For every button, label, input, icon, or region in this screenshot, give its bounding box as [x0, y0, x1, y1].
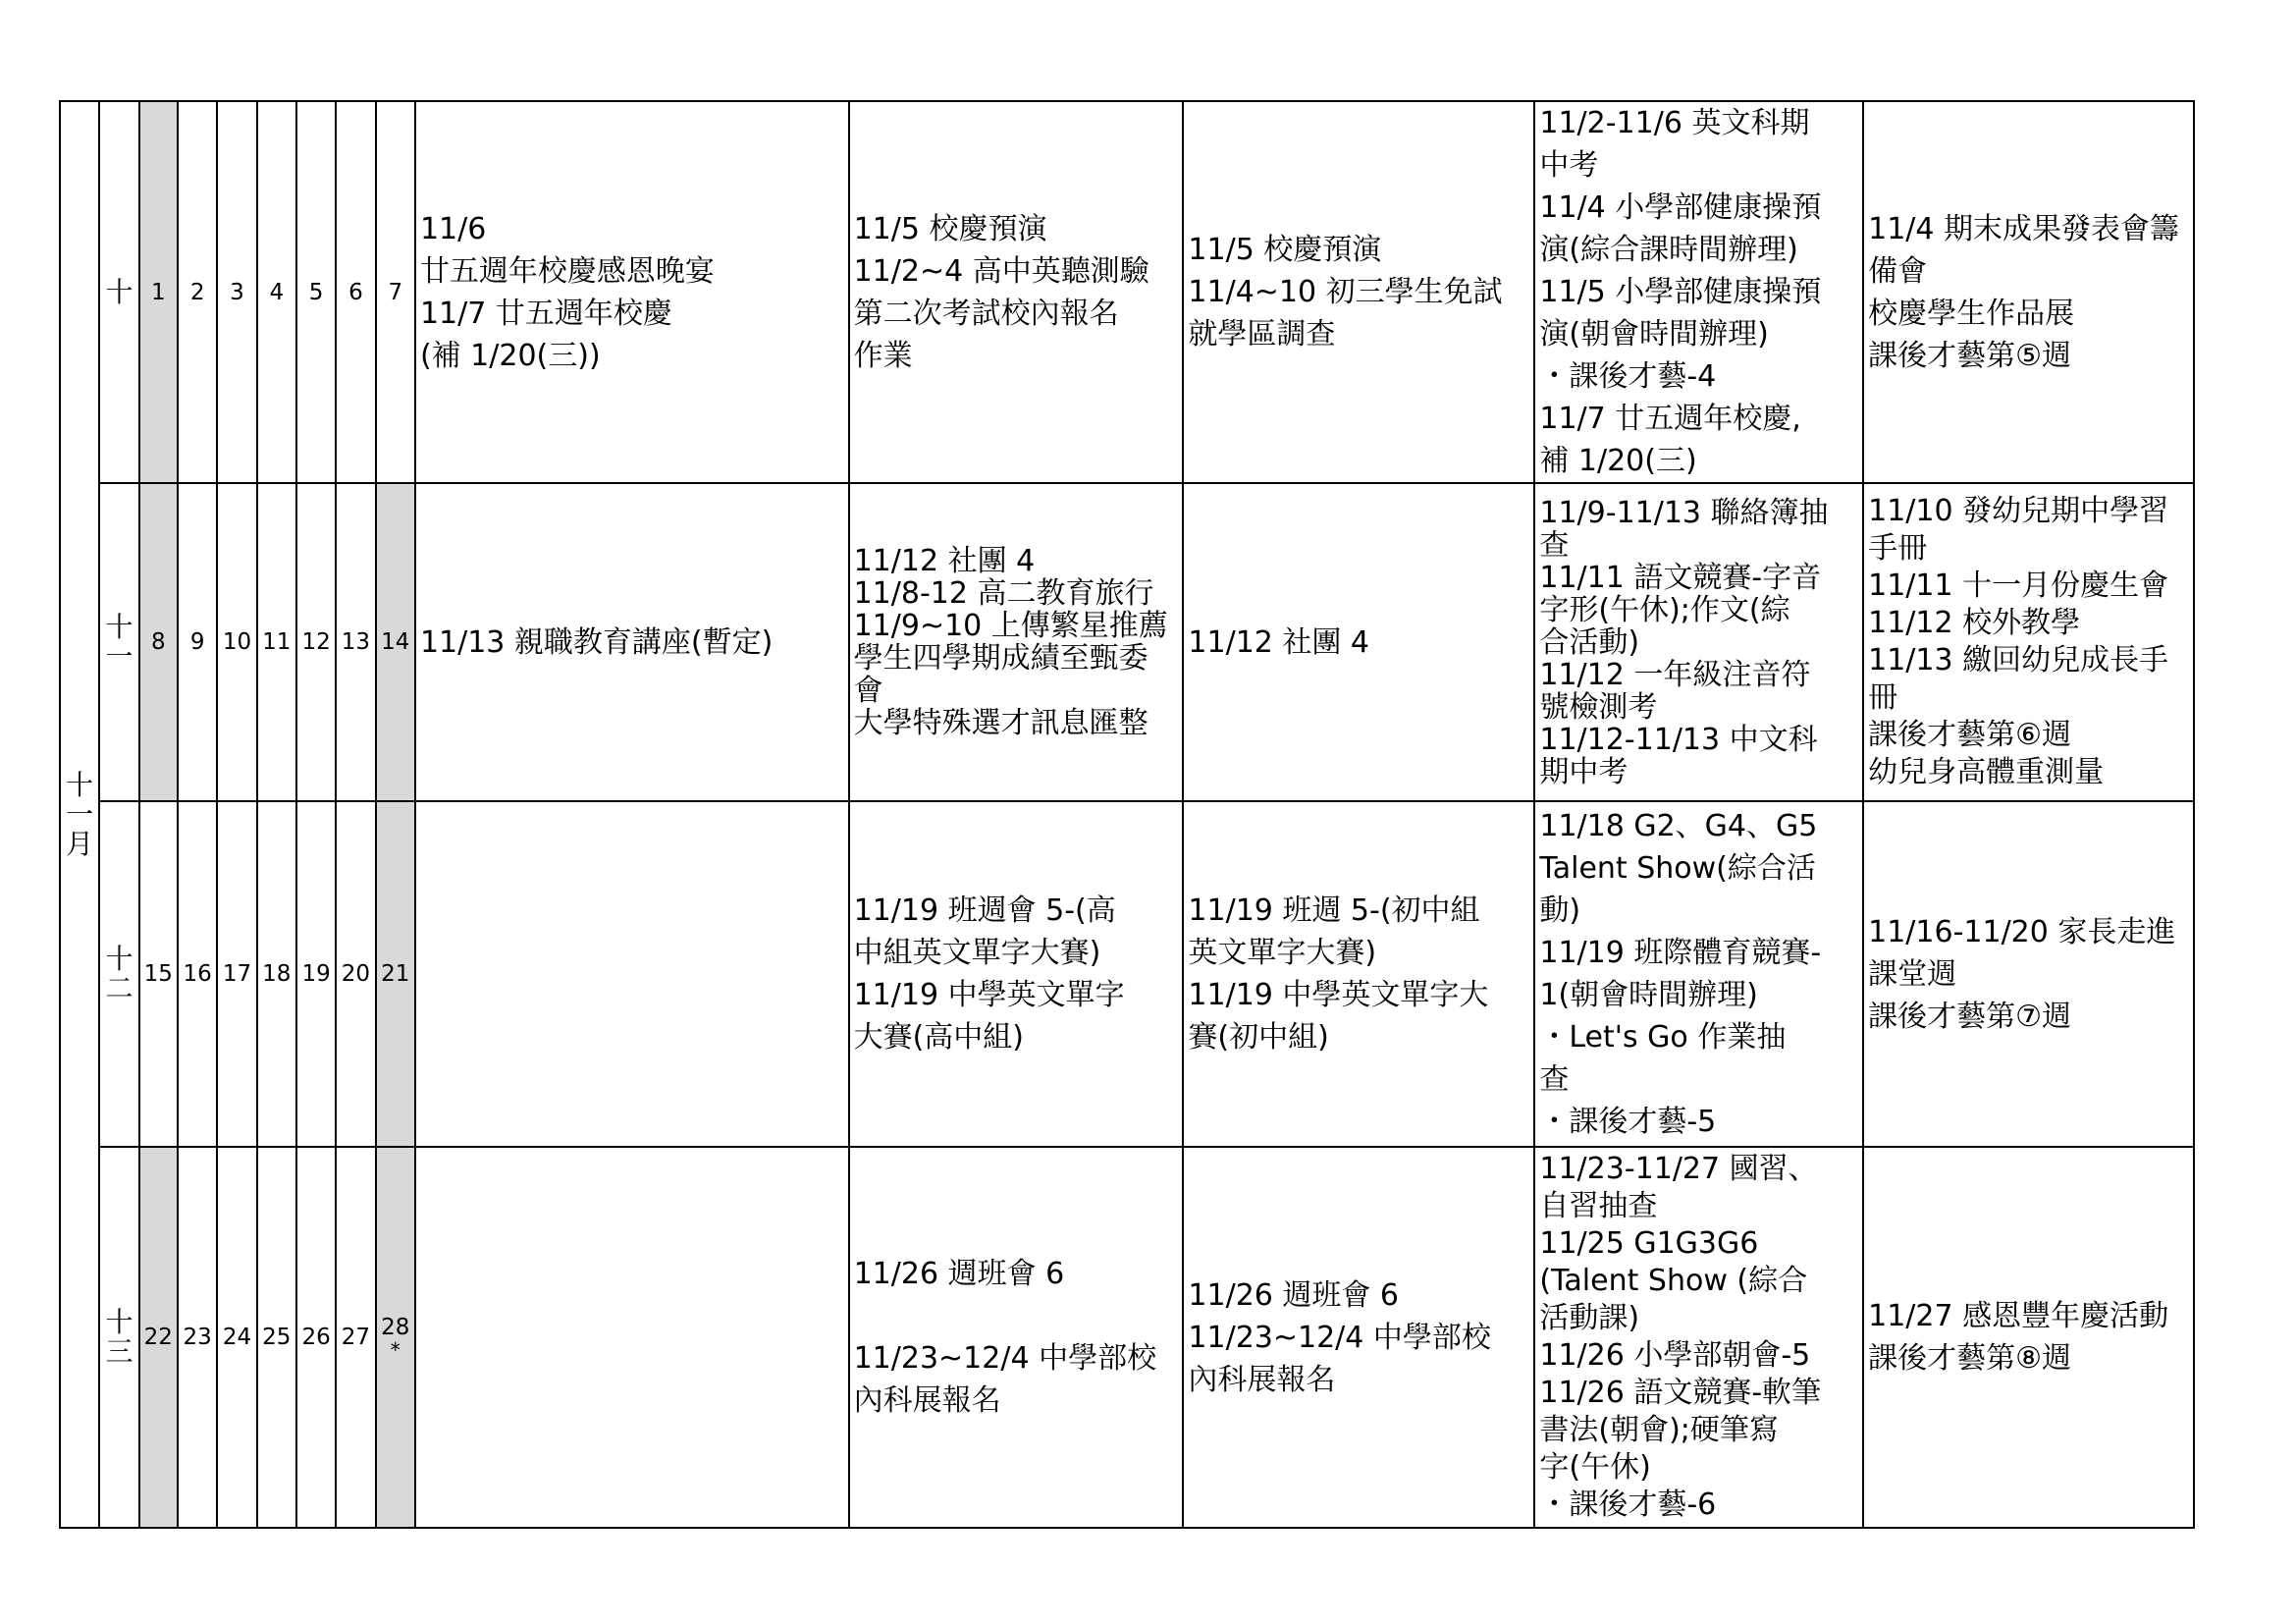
event-line: 中組英文單字大賽)	[853, 936, 1101, 970]
event-line: 11/10 發幼兒期中學習	[1868, 494, 2169, 528]
day-cell	[376, 801, 415, 1147]
week-number	[99, 483, 138, 801]
event-cell-school	[415, 801, 849, 1147]
event-line: 就學區調查	[1188, 317, 1336, 352]
event-line: 11/18 G2、G4、G5	[1539, 809, 1818, 843]
day-number: 20	[341, 961, 371, 987]
event-cell-junior-high	[1183, 483, 1534, 801]
event-cell-junior-high	[1183, 101, 1534, 483]
event-line: 11/25 G1G3G6	[1539, 1226, 1759, 1261]
event-line: 11/26 小學部朝會-5	[1539, 1338, 1811, 1373]
event-line: 11/26 語文競賽-軟筆	[1539, 1376, 1822, 1410]
day-cell	[139, 101, 178, 483]
day-cell	[257, 801, 296, 1147]
month-label-char: 十	[66, 768, 94, 801]
event-line: 11/12 社團 4	[1188, 624, 1370, 660]
day-cell	[376, 483, 415, 801]
event-line: 字形(午休);作文(綜	[1539, 592, 1790, 627]
event-line: 演(綜合課時間辦理)	[1539, 233, 1798, 267]
event-line: 11/9~10 上傳繁星推薦	[853, 609, 1168, 643]
event-cell-school	[415, 101, 849, 483]
day-number: 11	[262, 629, 292, 655]
event-line: 第二次考試校內報名	[853, 296, 1119, 331]
day-number: 27	[341, 1325, 371, 1350]
day-number: 19	[301, 961, 331, 987]
event-line: 廿五週年校慶感恩晚宴	[419, 253, 715, 289]
day-cell	[178, 801, 217, 1147]
day-cell	[296, 801, 336, 1147]
event-cell-junior-high	[1183, 1147, 1534, 1528]
day-number: 18	[262, 961, 292, 987]
day-cell	[257, 1147, 296, 1528]
event-line: 課後才藝第⑧週	[1868, 1341, 2072, 1376]
day-number: 7	[388, 279, 403, 305]
event-line: 11/12-11/13 中文科	[1539, 722, 1818, 757]
day-cell	[257, 483, 296, 801]
day-number: 8	[150, 629, 166, 655]
event-line: 11/4 小學部健康操預	[1539, 190, 1822, 225]
event-line: 11/16-11/20 家長走進	[1868, 914, 2176, 949]
day-number: 28	[381, 1315, 410, 1340]
day-cell	[376, 101, 415, 483]
day-cell	[139, 483, 178, 801]
day-number: 9	[189, 629, 205, 655]
event-line: 11/7 廿五週年校慶,	[1539, 402, 1801, 436]
event-line: 查	[1539, 1062, 1570, 1097]
event-line: 11/13 親職教育講座(暫定)	[419, 624, 774, 660]
event-cell-school	[415, 1147, 849, 1528]
day-cell	[217, 801, 256, 1147]
event-cell-primary	[1534, 801, 1863, 1147]
event-cell-high-school	[849, 101, 1184, 483]
event-line: 賽(初中組)	[1188, 1020, 1329, 1055]
week-number	[99, 1147, 138, 1528]
day-number: 23	[183, 1325, 212, 1350]
event-line: 合活動)	[1539, 624, 1640, 660]
school-calendar-table	[59, 100, 2195, 1529]
week-row	[60, 1147, 2194, 1528]
event-line: ・課後才藝-5	[1539, 1105, 1717, 1139]
day-cell	[376, 1147, 415, 1528]
event-cell-kindergarten	[1863, 483, 2194, 801]
day-cell	[178, 1147, 217, 1528]
month-label-char: 一	[66, 797, 94, 831]
event-line: Talent Show(綜合活	[1539, 851, 1816, 886]
event-cell-junior-high	[1183, 801, 1534, 1147]
event-line: ・課後才藝-6	[1539, 1488, 1717, 1522]
event-line: 11/4~10 初三學生免試	[1188, 275, 1503, 309]
day-number: 17	[222, 961, 252, 987]
event-cell-kindergarten	[1863, 1147, 2194, 1528]
event-line: 會	[853, 674, 883, 708]
event-line	[854, 1295, 1179, 1337]
week-row	[60, 801, 2194, 1147]
week-number	[99, 101, 138, 483]
day-cell	[336, 483, 375, 801]
event-line: 內科展報名	[1188, 1362, 1336, 1397]
event-line: ・課後才藝-4	[1539, 359, 1717, 394]
day-number: 15	[143, 961, 173, 987]
event-line: 動)	[1539, 893, 1581, 928]
day-cell	[296, 1147, 336, 1528]
month-label	[60, 101, 99, 1528]
event-line: 1(朝會時間辦理)	[1539, 978, 1758, 1012]
event-line: 字(午休)	[1539, 1450, 1651, 1485]
event-line: 11/8-12 高二教育旅行	[853, 576, 1154, 611]
event-cell-school	[415, 483, 849, 801]
event-line: 書法(朝會);硬筆寫	[1539, 1413, 1779, 1447]
day-number: 2	[189, 279, 205, 305]
event-line: 號檢測考	[1539, 689, 1658, 725]
event-line: 課後才藝第⑥週	[1868, 718, 2072, 752]
event-line: 11/19 班週 5-(初中組	[1188, 893, 1480, 928]
event-line: 11/2~4 高中英聽測驗	[853, 253, 1149, 289]
day-cell	[139, 1147, 178, 1528]
event-line: 演(朝會時間辦理)	[1539, 317, 1769, 352]
event-line: 課堂週	[1868, 956, 1957, 992]
event-line: ・Let's Go 作業抽	[1539, 1020, 1787, 1055]
event-line: 11/12 一年級注音符	[1539, 657, 1811, 692]
day-number: 25	[262, 1325, 292, 1350]
day-number: 21	[381, 961, 410, 987]
event-line: 期中考	[1539, 754, 1629, 789]
event-cell-primary	[1534, 483, 1863, 801]
event-line: 11/4 期末成果發表會籌	[1868, 211, 2180, 246]
day-cell	[336, 1147, 375, 1528]
day-number: 14	[381, 629, 410, 655]
event-line: 幼兒身高體重測量	[1868, 755, 2105, 789]
event-line: 大學特殊選才訊息匯整	[853, 706, 1148, 740]
event-line: 11/7 廿五週年校慶	[419, 296, 672, 331]
day-number: 16	[183, 961, 212, 987]
event-line: 11/9-11/13 聯絡簿抽	[1539, 495, 1829, 530]
event-line: 11/6	[419, 211, 487, 246]
event-line: 手冊	[1868, 531, 1928, 566]
event-line: 活動課)	[1539, 1301, 1640, 1335]
event-line: 英文單字大賽)	[1188, 936, 1377, 970]
event-cell-high-school	[849, 801, 1184, 1147]
event-line: 自習抽查	[1539, 1189, 1658, 1223]
event-line: 學生四學期成績至甄委	[853, 641, 1148, 676]
week-number-char: 十	[105, 1306, 133, 1338]
day-number: 22	[143, 1325, 173, 1350]
week-number-char: 一	[105, 640, 133, 673]
event-line: 11/12 校外教學	[1868, 606, 2081, 640]
event-line: 11/19 中學英文單字	[853, 978, 1125, 1012]
day-number: 6	[348, 279, 363, 305]
day-cell	[178, 101, 217, 483]
event-line: 11/26 週班會 6	[1188, 1277, 1400, 1313]
day-number: 5	[308, 279, 324, 305]
day-cell	[257, 101, 296, 483]
day-number: 24	[222, 1325, 252, 1350]
day-cell	[139, 801, 178, 1147]
event-line: 備會	[1868, 253, 1928, 289]
event-line: 11/5 校慶預演	[1188, 233, 1382, 267]
event-line: 內科展報名	[853, 1383, 1001, 1418]
event-line: 冊	[1868, 680, 1898, 715]
event-line: 11/19 中學英文單字大	[1188, 978, 1489, 1012]
event-line: 大賽(高中組)	[853, 1020, 1025, 1055]
week-number-char: 三	[105, 1335, 133, 1368]
event-line: 11/23-11/27 國習、	[1539, 1152, 1818, 1186]
week-row	[60, 101, 2194, 483]
event-line: 11/11 十一月份慶生會	[1868, 568, 2169, 603]
event-cell-high-school	[849, 1147, 1184, 1528]
day-cell	[336, 101, 375, 483]
event-line: (補 1/20(三))	[419, 338, 601, 373]
event-line: 11/2-11/6 英文科期	[1539, 106, 1810, 140]
event-line: 11/12 社團 4	[853, 544, 1036, 578]
day-number: 13	[341, 629, 371, 655]
day-cell	[296, 483, 336, 801]
week-number-char: 十	[105, 943, 133, 975]
event-line: 11/23~12/4 中學部校	[853, 1341, 1157, 1376]
event-line: 11/5 小學部健康操預	[1539, 275, 1822, 309]
day-mark: *	[390, 1338, 400, 1362]
day-number: 4	[269, 279, 285, 305]
event-line: 11/26 週班會 6	[853, 1257, 1065, 1291]
week-number-char: 二	[105, 972, 133, 1004]
day-number: 26	[301, 1325, 331, 1350]
event-line: 補 1/20(三)	[1539, 444, 1697, 478]
event-line: (Talent Show (綜合	[1539, 1264, 1808, 1298]
event-line: 11/19 班際體育競賽-	[1539, 936, 1822, 970]
event-line: 課後才藝第⑦週	[1868, 999, 2072, 1034]
day-cell	[217, 101, 256, 483]
event-cell-primary	[1534, 1147, 1863, 1528]
event-line: 11/11 語文競賽-字音	[1539, 560, 1822, 595]
week-row	[60, 483, 2194, 801]
day-cell	[336, 801, 375, 1147]
event-cell-kindergarten	[1863, 101, 2194, 483]
event-line: 課後才藝第⑤週	[1868, 338, 2072, 373]
week-number	[99, 801, 138, 1147]
event-line: 11/5 校慶預演	[853, 211, 1047, 246]
event-line: 查	[1539, 527, 1570, 563]
day-number: 10	[222, 629, 252, 655]
event-cell-primary	[1534, 101, 1863, 483]
event-line: 11/27 感恩豐年慶活動	[1868, 1299, 2169, 1333]
week-number-char: 十	[105, 611, 133, 643]
day-number: 1	[150, 279, 166, 305]
event-line: 11/23~12/4 中學部校	[1188, 1320, 1491, 1355]
event-cell-high-school	[849, 483, 1184, 801]
day-number: 12	[301, 629, 331, 655]
event-line: 中考	[1539, 148, 1599, 183]
day-number: 3	[230, 279, 244, 305]
day-cell	[217, 483, 256, 801]
event-line: 11/19 班週會 5-(高	[853, 893, 1116, 928]
event-line: 作業	[853, 338, 913, 373]
week-number-char: 十	[105, 275, 133, 308]
day-cell	[296, 101, 336, 483]
event-cell-kindergarten	[1863, 801, 2194, 1147]
event-line: 校慶學生作品展	[1868, 296, 2075, 331]
month-label-char: 月	[66, 827, 94, 860]
event-line: 11/13 繳回幼兒成長手	[1868, 643, 2169, 677]
day-cell	[178, 483, 217, 801]
day-cell	[217, 1147, 256, 1528]
